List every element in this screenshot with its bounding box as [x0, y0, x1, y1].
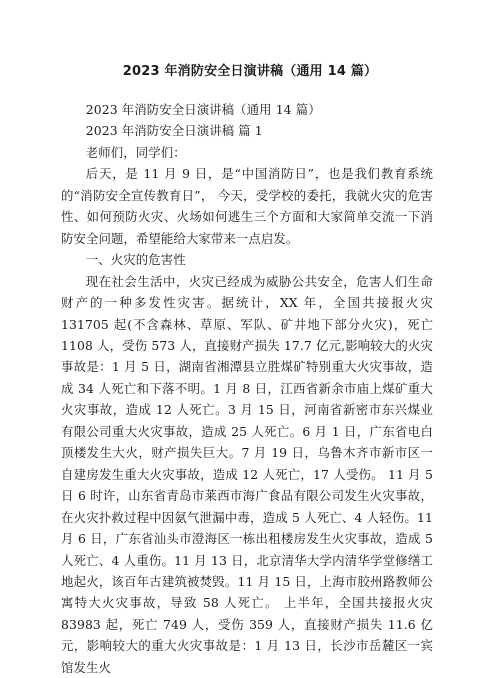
intro-paragraph: 后天，是 11 月 9 日，是“中国消防日”，也是我们教育系统的“消防安全宣传教育日”， 今天，受学校的委托，我就火灾的危害性、如何预防火灾、火场如何逃生三个方面和大家简单交流一下消防安全问题，希望能给大家带来一点启发。 — [61, 166, 433, 246]
salutation: 老师们，同学们： — [85, 144, 186, 160]
section-heading: 2023 年消防安全日演讲稿 篇 1 — [85, 123, 263, 139]
document-title: 2023 年消防安全日演讲稿（通用 14 篇） — [122, 64, 378, 79]
section-title-hazard: 一、火灾的危害性 — [85, 252, 186, 268]
document-body — [61, 99, 433, 678]
hazard-paragraph: 现在社会生活中，火灾已经成为威胁公共安全，危害人们生命财产的一种多发性灾害。据统计，XX 年，全国共接报火灾 131705 起(不含森林、草原、军队、矿井地下部分火灾)，死亡 1108 人，受伤 573 人，直接财产损失 17.7 亿元,影响较大的火灾事故是：1 月 5 日，湖南省湘潭县立胜煤矿特别重大火灾事故，造成 34 人死亡和下落不明。1 月 8 日，江西省新余市庙上煤矿重大火灾事故，造成 12 人死亡。3 月 15 日，河南省新密市东兴煤业有限公司重大火灾事故，造成 25 人死亡。6 月 1 日，广东省电白顶楼发生大火，财产损失巨大。7 月 19 日，乌鲁木齐市新市区一自建房发生重大火灾事故，造成 12 人死亡，17 人受伤。 11 月 5 日 6 时许，山东省青岛市莱西市海广食品有限公司发生火灾事故，在火灾扑救过程中因氨气泄漏中毒，造成 5 人死亡、4 人轻伤。11 月 6 日，广东省汕头市澄海区一栋出租楼房发生火灾事故，造成 5 人死亡、4 人重伤。11 月 13 日，北京清华大学内清华学堂修缮工地起火，该百年古建筑被焚毁。11 月 15 日，上海市胶州路教师公寓特大火灾事故，导致 58 人死亡。 上半年，全国共接报火灾 83983 起，死亡 749 人，受伤 359 人，直接财产损失 11.6 亿元，影响较大的重大火灾事故是：1 月 13 日，长沙市岳麓区一宾馆发生火 — [61, 273, 433, 675]
subtitle-line: 2023 年消防安全日演讲稿（通用 14 篇） — [85, 102, 321, 117]
